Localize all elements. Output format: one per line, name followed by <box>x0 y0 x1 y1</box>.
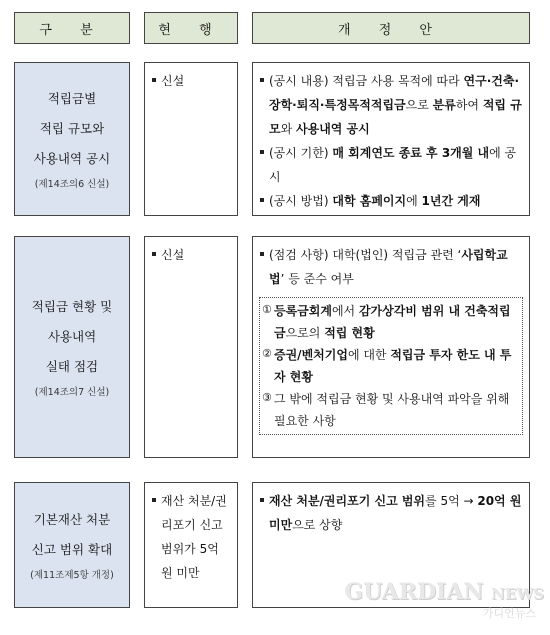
category-line: 실태 점검 <box>45 359 99 374</box>
category-line: 적립금 현황 및 <box>31 299 113 314</box>
category-line: 사용내역 <box>47 329 97 344</box>
text-span: 증권/벤처기업 <box>274 348 348 362</box>
proposal-item <box>259 189 523 213</box>
header-current <box>144 12 238 44</box>
current-text: 신설 <box>151 243 231 267</box>
item-number: ① <box>262 303 272 316</box>
proposal-item <box>259 243 523 291</box>
text-span: 적립 현황 <box>324 326 375 340</box>
text-span: 20억 원 미만 <box>269 494 522 532</box>
text-span: 에 공시 <box>269 146 517 184</box>
text-span: 에서 <box>331 304 359 318</box>
row2-category <box>14 236 130 458</box>
row1-current <box>144 62 238 216</box>
current-text: 신설 <box>151 69 231 93</box>
row2-current <box>144 236 238 458</box>
item-number: ② <box>262 347 272 360</box>
text-span: (점검 사항) 대학(법인) 적립금 관련 ‘ <box>269 248 462 262</box>
text-span: (공시 방법) <box>269 194 333 208</box>
text-span: 재산 처분/권리포기 신고 범위 <box>269 494 426 508</box>
row3-category <box>14 482 130 608</box>
inspection-item <box>264 300 518 344</box>
text-span: 그 밖에 적립금 현황 및 사용내역 파악을 위해 필요한 사항 <box>274 392 510 428</box>
text-span: (공시 기한) <box>269 146 333 160</box>
text-span: 를 5억 → <box>425 494 478 508</box>
text-span: 사용내역 공시 <box>296 122 370 136</box>
watermark-main: GUARDIAN <box>344 579 484 605</box>
header-category-label: 구 분 <box>39 22 105 38</box>
inspection-item <box>264 344 518 388</box>
article-note: (제14조의6 신설) <box>34 179 110 190</box>
text-span: 1년간 게재 <box>421 194 481 208</box>
header-category <box>14 12 130 44</box>
header-proposal <box>252 12 530 44</box>
header-proposal-label: 개 정 안 <box>338 22 444 38</box>
proposal-item <box>259 489 523 537</box>
row1-category <box>14 62 130 216</box>
text-span: 으로 상향 <box>292 518 343 532</box>
text-span: 대학 홈페이지 <box>332 194 407 208</box>
item-number: ③ <box>262 391 272 404</box>
row3-current <box>144 482 238 608</box>
text-span: ’ 등 준수 여부 <box>280 272 354 286</box>
article-note: (제14조의7 신설) <box>34 387 110 398</box>
category-line: 신고 범위 확대 <box>31 542 113 557</box>
text-span: (공시 내용) 적립금 사용 목적에 따라 <box>269 74 464 88</box>
header-current-label: 현 행 <box>158 22 224 38</box>
row2-proposal <box>252 236 530 458</box>
article-note: (제11조제5항 개정) <box>30 570 114 581</box>
text-span: 연구·건축·장학·퇴직·특정목적적립금 <box>269 74 520 112</box>
category-line: 적립금별 <box>47 91 97 106</box>
proposal-item <box>259 141 523 189</box>
watermark-korean: 가디언뉴스 <box>482 607 536 620</box>
current-text: 재산 처분/권리포기 신고 범위가 5억 원 미만 <box>151 489 231 585</box>
row1-proposal <box>252 62 530 216</box>
text-span: 적립금 투자 한도 내 투자 현황 <box>274 348 512 384</box>
text-span: 등록금회계 <box>274 304 332 318</box>
category-line: 적립 규모와 <box>39 121 105 136</box>
text-span: 매 회계연도 종료 후 3개월 내 <box>332 146 490 160</box>
text-span: 와 <box>280 122 297 136</box>
inspection-items-box <box>259 297 523 435</box>
text-span: 적립 규모 <box>269 98 522 136</box>
category-line: 사용내역 공시 <box>33 151 111 166</box>
text-span: 으로의 <box>285 326 325 340</box>
text-span: 사립학교법 <box>269 248 508 286</box>
text-span: 감가상각비 범위 내 건축적립금 <box>274 304 511 340</box>
watermark-sub: NEWS <box>491 585 544 603</box>
watermark-logo <box>344 579 544 605</box>
text-span: 에 대한 <box>347 348 391 362</box>
proposal-item <box>259 69 523 141</box>
category-line: 기본재산 처분 <box>33 512 111 527</box>
inspection-item <box>264 388 518 432</box>
text-span: 으로 <box>405 98 433 112</box>
text-span: 에 <box>406 194 422 208</box>
text-span: 하여 <box>455 98 483 112</box>
text-span: 분류 <box>432 98 456 112</box>
